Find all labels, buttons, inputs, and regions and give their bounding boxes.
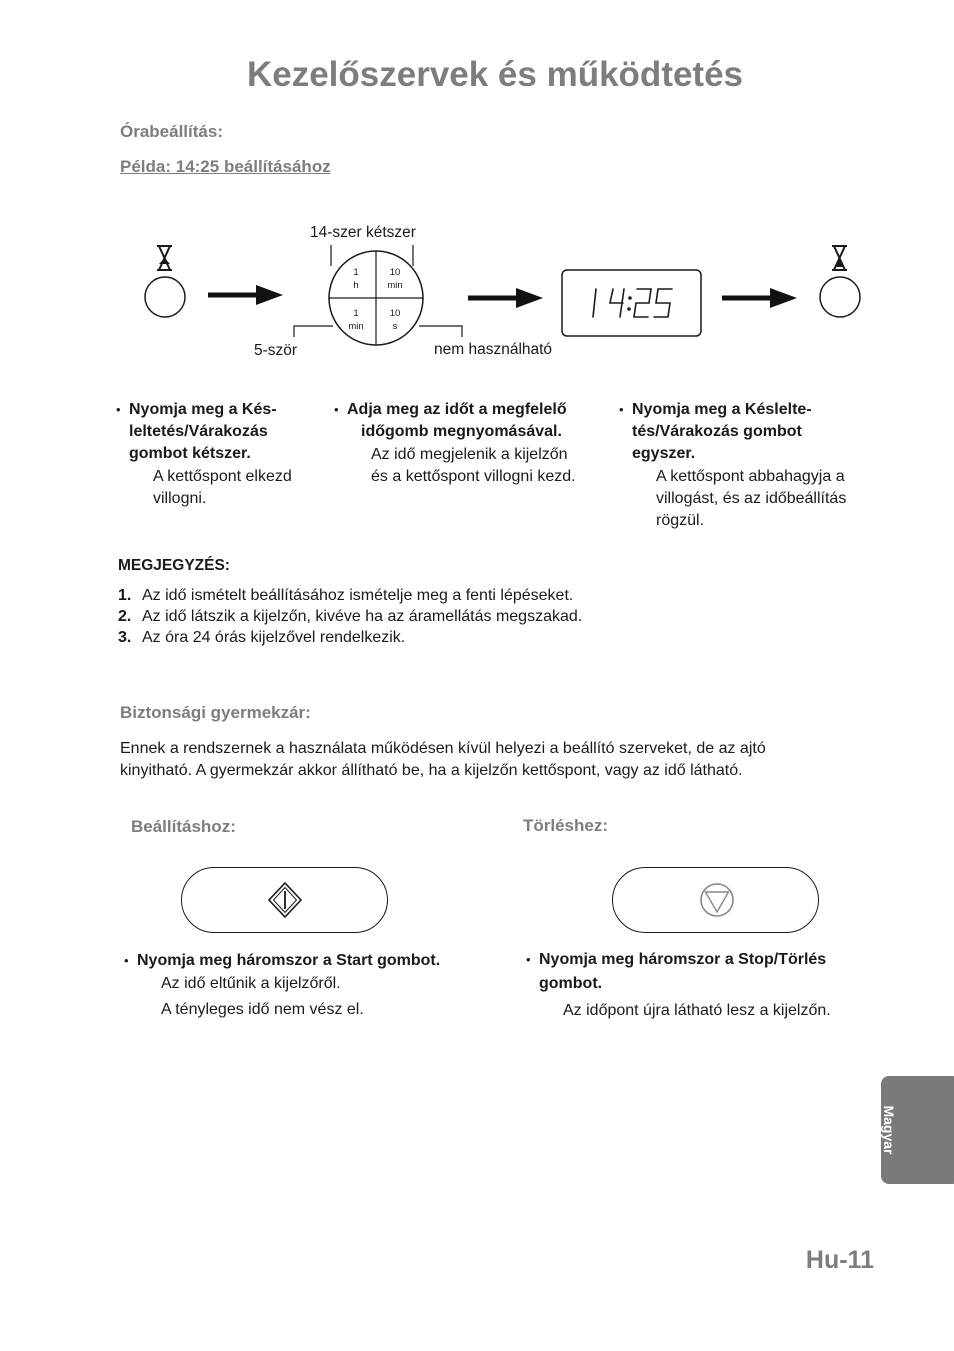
page-number: Hu-11	[805, 1246, 874, 1274]
step-3: • Nyomja meg a Késlelte- tés/Várakozás gombot egyszer. A kettőspont abbahagyja a villogást, és az időbeállítás rögzül.	[619, 401, 847, 529]
dial-quadrant-10s[interactable]: 10 s	[389, 308, 401, 332]
stop-clear-button[interactable]	[612, 867, 819, 933]
start-icon	[265, 880, 305, 920]
delay-button[interactable]	[145, 277, 185, 317]
bullet-icon: •	[334, 402, 339, 417]
language-tab: Magyar	[881, 1076, 954, 1184]
page-title: Kezelőszervek és működtetés	[246, 55, 744, 94]
arrow-right-icon	[468, 288, 543, 308]
bullet-icon: •	[619, 402, 624, 417]
note-item: 2. Az idő látszik a kijelzőn, kivéve ha az áramellátás megszakad.	[118, 608, 583, 625]
note-item: 3. Az óra 24 órás kijelzővel rendelkezik.	[118, 629, 406, 646]
clock-display	[562, 270, 701, 336]
bullet-icon: •	[526, 952, 531, 967]
dial-quadrant-10min[interactable]: 10 min	[387, 267, 403, 291]
dial-quadrant-1min[interactable]: 1 min	[348, 308, 364, 332]
start-button[interactable]	[181, 867, 388, 933]
dial-label-right: nem használható	[434, 341, 553, 358]
bullet-icon: •	[116, 402, 121, 417]
clear-heading: Törléshez:	[523, 816, 609, 835]
clock-heading: Órabeállítás:	[120, 122, 223, 141]
step-2: • Adja meg az időt a megfelelő időgomb megnyomásával. Az idő megjelenik a kijelzőn és a kettőspont villogni kezd.	[334, 401, 576, 485]
clock-example: Példa: 14:25 beállításához	[120, 157, 331, 176]
clear-instructions: • Nyomja meg háromszor a Stop/Törlés gombot. Az időpont újra látható lesz a kijelzőn.	[526, 951, 831, 1019]
childlock-heading: Biztonsági gyermekzár:	[120, 703, 311, 722]
delay-button[interactable]	[820, 277, 860, 317]
dial-label-top: 14-szer kétszer	[310, 224, 416, 241]
bullet-icon: •	[124, 953, 129, 968]
note-list	[118, 585, 582, 648]
set-heading: Beállításhoz:	[131, 817, 236, 836]
note-title: MEGJEGYZÉS:	[118, 557, 230, 574]
set-instructions: • Nyomja meg háromszor a Start gombot. Az idő eltűnik a kijelzőről. A tényleges idő nem vész el.	[124, 952, 441, 1018]
clock-diagram	[0, 0, 954, 400]
arrow-right-icon	[208, 285, 283, 305]
note-item: 1. Az idő ismételt beállításához ismételje meg a fenti lépéseket.	[118, 587, 574, 604]
stop-icon	[697, 880, 737, 920]
hourglass-icon	[832, 246, 847, 270]
dial-label-left: 5-ször	[254, 342, 298, 359]
dial-quadrant-1h[interactable]: 1 h	[353, 267, 359, 291]
step-1: • Nyomja meg a Kés- leltetés/Várakozás gombot kétszer. A kettőspont elkezd villogni.	[116, 401, 292, 507]
childlock-intro: Ennek a rendszernek a használata működésen kívül helyezi a beállító szerveket, de az ajtó kinyitható. A gyermekzár akkor állítható be, ha a kijelzőn kettőspont, vagy az idő látható.	[120, 740, 766, 779]
arrow-right-icon	[722, 288, 797, 308]
